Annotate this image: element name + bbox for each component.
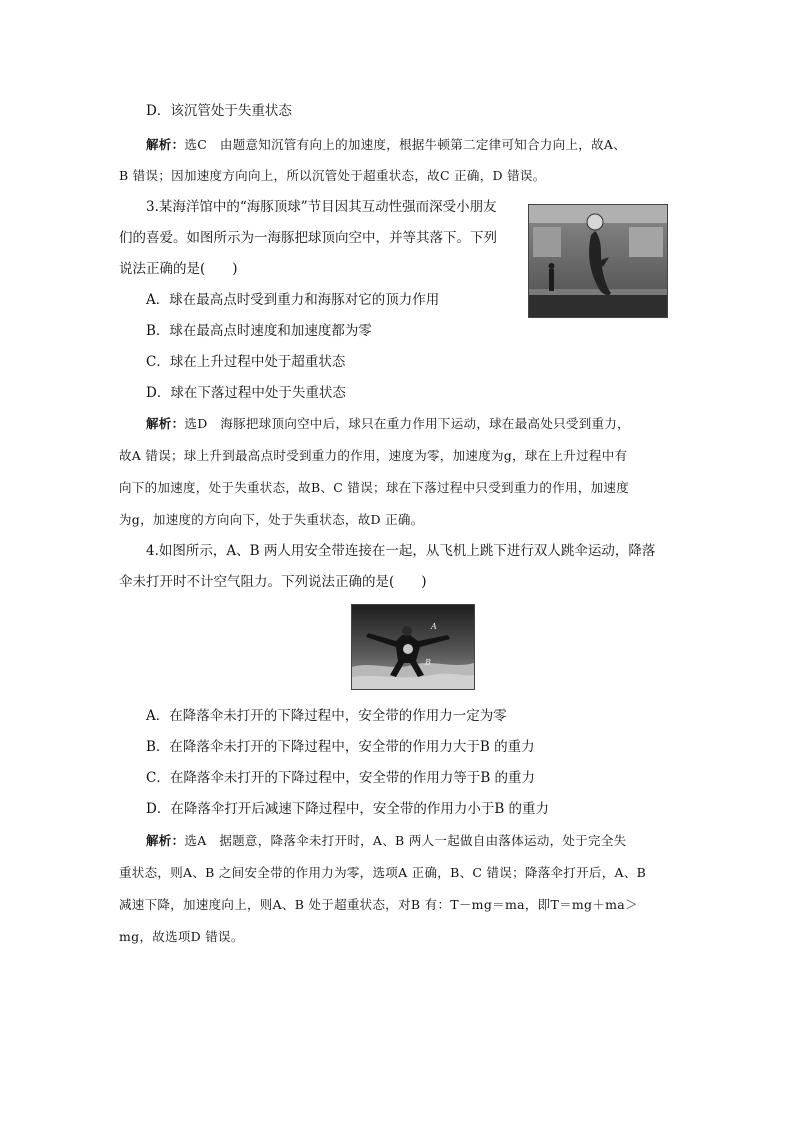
q3-option-a: A．球在最高点时受到重力和海豚对它的顶力作用 xyxy=(146,292,440,308)
q4-analysis-line2: 重状态，则A、B 之间安全带的作用力为零，选项A 正确，B、C 错误；降落伞打开后，A、B xyxy=(119,865,647,880)
q4-analysis-line1 xyxy=(146,831,626,851)
q3-analysis-line1 xyxy=(146,414,630,434)
q2-analysis-label: 解析： xyxy=(146,137,185,152)
q2-analysis-line1 xyxy=(146,135,626,155)
q3-stem-line3: 说法正确的是( ) xyxy=(119,261,238,277)
figure-label-b: B xyxy=(425,658,431,667)
q3-stem-line1: 3.某海洋馆中的“海豚顶球”节目因其互动性强而深受小朋友 xyxy=(146,199,497,215)
q2-option-d: D．该沉管处于失重状态 xyxy=(146,103,292,119)
q4-analysis-label: 解析： xyxy=(146,833,185,848)
q4-analysis-text1: 选A 据题意，降落伞未打开时，A、B 两人一起做自由落体运动，处于完全失 xyxy=(184,833,627,848)
q3-option-d: D．球在下落过程中处于失重状态 xyxy=(146,385,346,401)
q3-analysis-line3: 向下的加速度，处于失重状态，故B、C 错误；球在下落过程中只受到重力的作用，加速度 xyxy=(119,480,630,495)
q4-analysis-line3: 减速下降，加速度向上，则A、B 处于超重状态，对B 有：T－mg＝ma，即T＝mg＋ma＞ xyxy=(119,897,638,912)
q4-stem-line2: 伞未打开时不计空气阻力。下列说法正确的是( ) xyxy=(119,574,427,590)
q4-option-d: D．在降落伞打开后减速下降过程中，安全带的作用力小于B 的重力 xyxy=(146,801,550,817)
q4-stem-line1: 4.如图所示，A、B 两人用安全带连接在一起，从飞机上跳下进行双人跳伞运动，降落 xyxy=(146,543,656,559)
q4-option-a: A．在降落伞未打开的下降过程中，安全带的作用力一定为零 xyxy=(146,708,507,724)
q3-analysis-text1: 选D 海豚把球顶向空中后，球只在重力作用下运动，球在最高处只受到重力， xyxy=(184,416,630,431)
q3-analysis-label: 解析： xyxy=(146,416,185,431)
q3-analysis-line2: 故A 错误；球上升到最高点时受到重力的作用，速度为零，加速度为g，球在上升过程中有 xyxy=(119,448,628,463)
q2-analysis-text1: 选C 由题意知沉管有向上的加速度，根据牛顿第二定律可知合力向上，故A、 xyxy=(184,137,626,152)
dolphin-photo xyxy=(528,204,668,318)
q3-option-b: B．球在最高点时速度和加速度都为零 xyxy=(146,323,372,339)
q3-stem-line2: 们的喜爱。如图所示为一海豚把球顶向空中，并等其落下。下列 xyxy=(119,230,497,246)
q3-option-c: C．球在上升过程中处于超重状态 xyxy=(146,354,346,370)
q4-option-c: C．在降落伞未打开的下降过程中，安全带的作用力等于B 的重力 xyxy=(146,770,536,786)
figure-label-a: A xyxy=(431,622,437,631)
q4-option-b: B．在降落伞未打开的下降过程中，安全带的作用力大于B 的重力 xyxy=(146,739,535,755)
q4-analysis-line4: mg，故选项D 错误。 xyxy=(119,929,244,944)
q3-analysis-line4: 为g，加速度的方向向下，处于失重状态，故D 正确。 xyxy=(119,512,424,527)
q2-analysis-line2: B 错误；因加速度方向向上，所以沉管处于超重状态，故C 正确，D 错误。 xyxy=(119,168,546,183)
skydiving-photo xyxy=(351,604,475,690)
